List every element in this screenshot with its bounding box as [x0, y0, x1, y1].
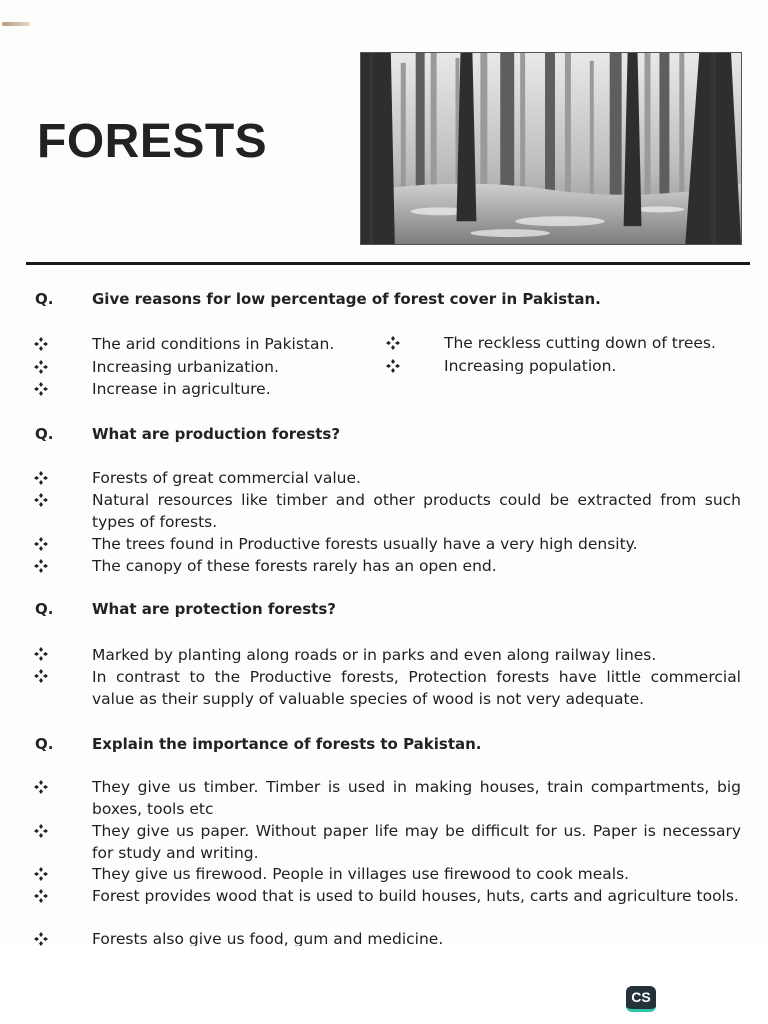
four-diamond-bullet-icon: [34, 867, 50, 883]
question-marker: Q.: [35, 425, 54, 443]
camscanner-logo-icon: CS: [626, 986, 656, 1012]
four-diamond-bullet-icon: [34, 493, 50, 509]
forest-photo: [360, 52, 742, 245]
four-diamond-bullet-icon: [34, 337, 50, 353]
question-2-text: What are production forests?: [92, 425, 341, 443]
list-item: The trees found in Productive forests usually have a very high density.: [92, 535, 638, 553]
list-item: They give us paper. Without paper life may be difficult for us. Paper is necessary for study and writing.: [92, 822, 741, 862]
section-divider: [26, 262, 750, 265]
question-4-text: Explain the importance of forests to Pakistan.: [92, 735, 482, 753]
list-item: In contrast to the Productive forests, Protection forests have little commercial value as their supply of valuable species of wood is not very adequate.: [92, 668, 741, 708]
question-marker: Q.: [35, 735, 54, 753]
list-item: Forests also give us food, gum and medicine.: [92, 930, 444, 946]
list-item: The canopy of these forests rarely has an open end.: [92, 557, 497, 575]
four-diamond-bullet-icon: [34, 932, 50, 948]
question-marker: Q.: [35, 290, 54, 308]
four-diamond-bullet-icon: [34, 471, 50, 487]
question-marker: Q.: [35, 600, 54, 618]
forest-illustration: [361, 53, 741, 244]
list-item: Natural resources like timber and other products could be extracted from such types of forests.: [92, 491, 741, 531]
question-3-text: What are protection forests?: [92, 600, 336, 618]
four-diamond-bullet-icon: [34, 889, 50, 905]
list-item: Forests of great commercial value.: [92, 469, 361, 487]
list-item: They give us firewood. People in villages use firewood to cook meals.: [92, 865, 630, 883]
list-item: Increasing population.: [444, 357, 617, 375]
four-diamond-bullet-icon: [34, 647, 50, 663]
four-diamond-bullet-icon: [34, 669, 50, 685]
four-diamond-bullet-icon: [34, 537, 50, 553]
four-diamond-bullet-icon: [34, 360, 50, 376]
list-item: Marked by planting along roads or in parks and even along railway lines.: [92, 646, 657, 664]
list-item: The arid conditions in Pakistan.: [92, 335, 335, 353]
list-item: They give us timber. Timber is used in making houses, train compartments, big boxes, tools etc: [92, 778, 741, 818]
list-item: Increase in agriculture.: [92, 380, 271, 398]
list-item: Forest provides wood that is used to build houses, huts, carts and agriculture tools.: [92, 887, 739, 905]
four-diamond-bullet-icon: [34, 824, 50, 840]
four-diamond-bullet-icon: [34, 780, 50, 796]
list-item: The reckless cutting down of trees.: [444, 334, 716, 352]
page-title: FORESTS: [37, 115, 268, 168]
four-diamond-bullet-icon: [386, 359, 402, 375]
four-diamond-bullet-icon: [34, 559, 50, 575]
question-1-text: Give reasons for low percentage of forest cover in Pakistan.: [92, 290, 601, 308]
scan-edge-mark: [2, 22, 30, 26]
four-diamond-bullet-icon: [386, 336, 402, 352]
four-diamond-bullet-icon: [34, 382, 50, 398]
list-item: Increasing urbanization.: [92, 358, 279, 376]
